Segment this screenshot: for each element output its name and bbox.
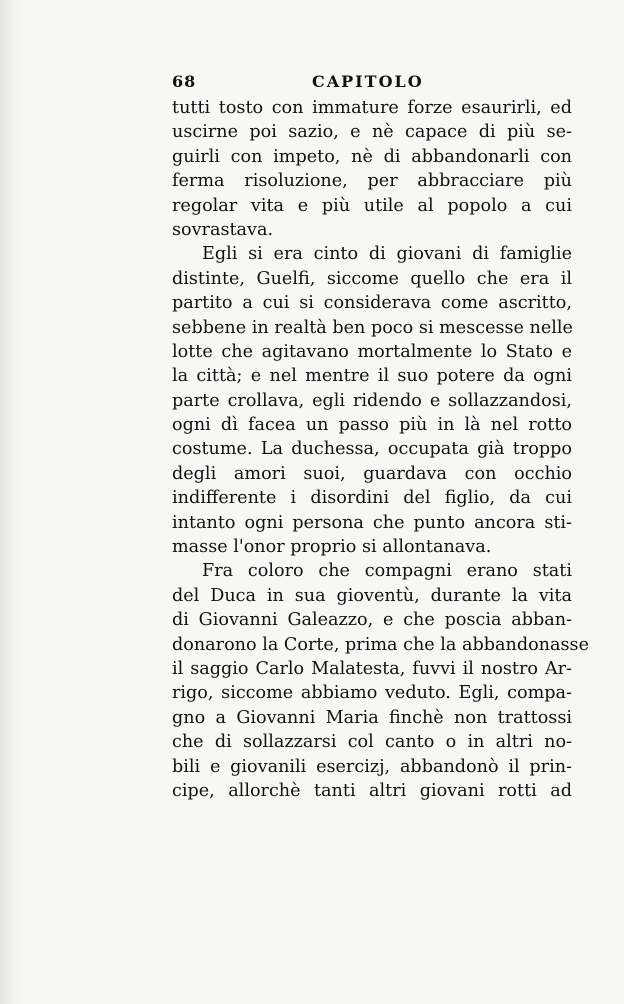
text-line: di Giovanni Galeazzo, e che poscia abban- — [172, 610, 572, 631]
page-header — [172, 72, 572, 98]
text-line: regolar vita e più utile al popolo a cui — [172, 195, 572, 216]
text-line: masse l'onor proprio si allontanava. — [172, 537, 492, 558]
text-line: guirli con impeto, nè di abbandonarli con — [172, 146, 572, 167]
text-line: lotte che agitavano mortalmente lo Stato e — [172, 341, 572, 362]
text-line: degli amori suoi, guardava con occhio — [172, 463, 572, 484]
text-line: sovrastava. — [172, 219, 274, 240]
text-line: uscirne poi sazio, e nè capace di più se- — [172, 122, 572, 143]
text-line: gno a Giovanni Maria finchè non trattossi — [172, 707, 572, 728]
text-line: il saggio Carlo Malatesta, fuvvi il nostro Ar- — [172, 658, 572, 679]
paragraph-start-line: Fra coloro che compagni erano stati — [202, 561, 572, 582]
text-line: cipe, allorchè tanti altri giovani rotti ad — [172, 780, 572, 801]
text-line: parte crollava, egli ridendo e sollazzandosi, — [172, 390, 572, 411]
text-line: che di sollazzarsi col canto o in altri no- — [172, 732, 572, 753]
chapter-title: CAPITOLO — [312, 72, 424, 91]
text-line: costume. La duchessa, occupata già troppo — [172, 439, 572, 460]
page-number: 68 — [172, 72, 197, 91]
text-line: ogni dì facea un passo più in là nel rotto — [172, 415, 572, 436]
text-line: intanto ogni persona che punto ancora sti- — [172, 512, 572, 533]
body-text — [172, 96, 589, 803]
text-line: ferma risoluzione, per abbracciare più — [172, 171, 572, 192]
text-line: bili e giovanili esercizj, abbandonò il prin- — [172, 756, 572, 777]
text-line: partito a cui si considerava come ascritto, — [172, 293, 572, 314]
text-line: del Duca in sua gioventù, durante la vita — [172, 585, 572, 606]
text-line: sebbene in realtà ben poco si mescesse nelle — [172, 317, 573, 338]
text-line: rigo, siccome abbiamo veduto. Egli, compa- — [172, 683, 572, 704]
text-line: indifferente i disordini del figlio, da cui — [172, 488, 572, 509]
page-edge — [0, 0, 22, 1004]
paragraph-start-line: Egli si era cinto di giovani di famiglie — [202, 244, 572, 265]
text-line: donarono la Corte, prima che la abbandonasse — [172, 634, 589, 655]
text-line: distinte, Guelfi, siccome quello che era il — [172, 268, 572, 289]
text-line: tutti tosto con immature forze esaurirli, ed — [172, 98, 572, 118]
text-line: la città; e nel mentre il suo potere da ogni — [172, 366, 572, 387]
